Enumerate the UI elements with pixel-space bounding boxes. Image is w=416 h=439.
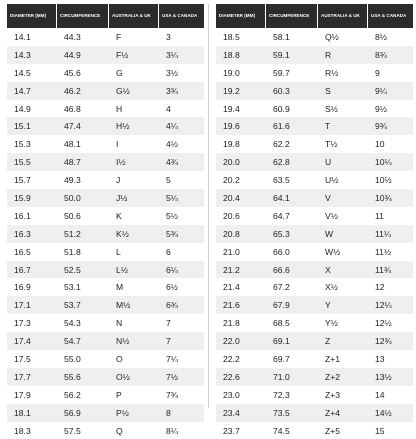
cell-usa-canada: 5½ — [166, 210, 178, 221]
cell-australia-uk: Z+2 — [325, 371, 341, 382]
cell-usa-canada: 4 — [166, 103, 171, 114]
cell-circumference: 51.8 — [64, 246, 81, 257]
cell-australia-uk: Q — [116, 425, 123, 436]
cell-circumference: 61.6 — [273, 121, 290, 132]
cell-circumference: 50.6 — [64, 210, 81, 221]
table-row — [216, 82, 413, 100]
cell-diameter: 21.6 — [223, 300, 240, 311]
cell-diameter: 16.3 — [14, 228, 31, 239]
table-row — [7, 332, 204, 350]
cell-diameter: 16.5 — [14, 246, 31, 257]
table-row — [7, 28, 204, 46]
cell-usa-canada: 13½ — [375, 371, 392, 382]
cell-circumference: 47.4 — [64, 121, 81, 132]
cell-circumference: 52.5 — [64, 264, 81, 275]
cell-circumference: 65.3 — [273, 228, 290, 239]
cell-usa-canada: 6 — [166, 246, 171, 257]
size-table-right — [216, 4, 413, 439]
cell-diameter: 14.5 — [14, 67, 31, 78]
cell-circumference: 48.1 — [64, 139, 81, 150]
cell-circumference: 73.5 — [273, 407, 290, 418]
cell-diameter: 15.9 — [14, 192, 31, 203]
cell-usa-canada: 12¼ — [375, 300, 392, 311]
cell-australia-uk: U — [325, 157, 332, 168]
cell-australia-uk: U½ — [325, 175, 339, 186]
cell-circumference: 60.9 — [273, 103, 290, 114]
cell-diameter: 16.9 — [14, 282, 31, 293]
cell-circumference: 54.3 — [64, 318, 81, 329]
table-row — [7, 404, 204, 422]
cell-diameter: 17.9 — [14, 389, 31, 400]
cell-usa-canada: 3½ — [166, 67, 178, 78]
cell-diameter: 19.4 — [223, 103, 240, 114]
cell-diameter: 16.1 — [14, 210, 31, 221]
cell-australia-uk: L½ — [116, 264, 128, 275]
cell-diameter: 14.1 — [14, 31, 31, 42]
cell-circumference: 48.7 — [64, 157, 81, 168]
table-row — [216, 207, 413, 225]
cell-australia-uk: P½ — [116, 407, 129, 418]
cell-australia-uk: N — [116, 318, 123, 329]
table-row — [216, 278, 413, 296]
cell-diameter: 14.3 — [14, 49, 31, 60]
table-row — [216, 350, 413, 368]
cell-circumference: 53.7 — [64, 300, 81, 311]
table-row — [7, 386, 204, 404]
cell-diameter: 20.0 — [223, 157, 240, 168]
cell-australia-uk: X½ — [325, 282, 338, 293]
cell-australia-uk: G — [116, 67, 123, 78]
cell-diameter: 22.0 — [223, 336, 240, 347]
cell-circumference: 46.8 — [64, 103, 81, 114]
cell-australia-uk: T½ — [325, 139, 338, 150]
cell-australia-uk: M — [116, 282, 124, 293]
cell-diameter: 18.1 — [14, 407, 31, 418]
table-row — [216, 64, 413, 82]
cell-usa-canada: 6¼ — [166, 264, 178, 275]
header-circumference: CIRCUMFERENCE — [266, 4, 318, 28]
cell-australia-uk: O — [116, 353, 123, 364]
cell-usa-canada: 12 — [375, 282, 385, 293]
table-row — [216, 46, 413, 64]
cell-circumference: 46.2 — [64, 85, 81, 96]
table-row — [7, 368, 204, 386]
cell-australia-uk: R½ — [325, 67, 339, 78]
cell-usa-canada: 7½ — [166, 371, 178, 382]
cell-australia-uk: I — [116, 139, 119, 150]
cell-usa-canada: 13 — [375, 353, 385, 364]
cell-circumference: 53.1 — [64, 282, 81, 293]
table-divider — [208, 4, 209, 408]
cell-diameter: 15.5 — [14, 157, 31, 168]
cell-australia-uk: Z+5 — [325, 425, 341, 436]
cell-diameter: 21.4 — [223, 282, 240, 293]
cell-australia-uk: J — [116, 175, 121, 186]
cell-australia-uk: K½ — [116, 228, 129, 239]
cell-usa-canada: 9½ — [375, 103, 387, 114]
cell-diameter: 21.2 — [223, 264, 240, 275]
cell-usa-canada: 6½ — [166, 282, 178, 293]
cell-usa-canada: 14 — [375, 389, 385, 400]
cell-usa-canada: 10¾ — [375, 192, 392, 203]
cell-usa-canada: 9 — [375, 67, 380, 78]
cell-australia-uk: Z — [325, 336, 331, 347]
cell-usa-canada: 7 — [166, 336, 171, 347]
table-header — [7, 4, 204, 28]
cell-diameter: 17.4 — [14, 336, 31, 347]
cell-circumference: 49.3 — [64, 175, 81, 186]
cell-australia-uk: R — [325, 49, 332, 60]
table-row — [216, 368, 413, 386]
cell-australia-uk: S — [325, 85, 331, 96]
cell-diameter: 17.3 — [14, 318, 31, 329]
size-table-left — [7, 4, 204, 439]
cell-circumference: 57.5 — [64, 425, 81, 436]
cell-diameter: 19.0 — [223, 67, 240, 78]
cell-usa-canada: 10¼ — [375, 157, 392, 168]
cell-circumference: 56.9 — [64, 407, 81, 418]
cell-diameter: 23.0 — [223, 389, 240, 400]
cell-australia-uk: Z+4 — [325, 407, 341, 418]
cell-usa-canada: 8¾ — [375, 49, 387, 60]
header-australia-uk: AUSTRALIA & UK — [318, 4, 368, 28]
table-row — [7, 314, 204, 332]
cell-diameter: 22.2 — [223, 353, 240, 364]
header-diameter: DIAMETER (MM) — [7, 4, 57, 28]
cell-diameter: 23.4 — [223, 407, 240, 418]
table-row — [216, 386, 413, 404]
cell-diameter: 18.5 — [223, 31, 240, 42]
cell-australia-uk: Z+1 — [325, 353, 341, 364]
cell-usa-canada: 10½ — [375, 175, 392, 186]
cell-diameter: 19.6 — [223, 121, 240, 132]
table-body — [216, 28, 413, 439]
cell-australia-uk: V — [325, 192, 331, 203]
cell-australia-uk: I½ — [116, 157, 126, 168]
cell-circumference: 64.7 — [273, 210, 290, 221]
cell-usa-canada: 6¾ — [166, 300, 178, 311]
cell-australia-uk: P — [116, 389, 122, 400]
cell-australia-uk: W — [325, 228, 334, 239]
cell-circumference: 55.0 — [64, 353, 81, 364]
cell-usa-canada: 5¾ — [166, 228, 178, 239]
cell-usa-canada: 8½ — [375, 31, 387, 42]
table-row — [7, 100, 204, 118]
cell-diameter: 22.6 — [223, 371, 240, 382]
cell-australia-uk: X — [325, 264, 331, 275]
cell-australia-uk: Z+3 — [325, 389, 341, 400]
table-row — [7, 117, 204, 135]
cell-usa-canada: 11¼ — [375, 228, 392, 239]
cell-usa-canada: 5¼ — [166, 192, 178, 203]
cell-circumference: 51.2 — [64, 228, 81, 239]
cell-australia-uk: F — [116, 31, 122, 42]
table-header — [216, 4, 413, 28]
table-row — [216, 189, 413, 207]
cell-usa-canada: 12½ — [375, 318, 392, 329]
cell-circumference: 50.0 — [64, 192, 81, 203]
table-body — [7, 28, 204, 439]
cell-australia-uk: T — [325, 121, 331, 132]
table-row — [7, 296, 204, 314]
cell-australia-uk: H½ — [116, 121, 130, 132]
cell-usa-canada: 5 — [166, 175, 171, 186]
cell-diameter: 17.1 — [14, 300, 31, 311]
table-row — [216, 100, 413, 118]
cell-australia-uk: S½ — [325, 103, 338, 114]
cell-australia-uk: Q½ — [325, 31, 339, 42]
cell-circumference: 44.3 — [64, 31, 81, 42]
cell-circumference: 74.5 — [273, 425, 290, 436]
header-usa-canada: USA & CANADA — [371, 13, 407, 18]
table-row — [7, 278, 204, 296]
table-row — [7, 153, 204, 171]
table-row — [7, 46, 204, 64]
cell-australia-uk: G½ — [116, 85, 130, 96]
cell-australia-uk: O½ — [116, 371, 130, 382]
cell-diameter: 14.9 — [14, 103, 31, 114]
cell-circumference: 67.2 — [273, 282, 290, 293]
table-row — [7, 171, 204, 189]
header-australia-uk: AUSTRALIA & UK — [109, 4, 159, 28]
table-row — [7, 82, 204, 100]
cell-usa-canada: 7 — [166, 318, 171, 329]
cell-usa-canada: 7¼ — [166, 353, 178, 364]
header-usa-canada: USA & CANADA — [162, 13, 198, 18]
table-row — [7, 189, 204, 207]
cell-australia-uk: N½ — [116, 336, 130, 347]
cell-circumference: 66.0 — [273, 246, 290, 257]
cell-diameter: 17.5 — [14, 353, 31, 364]
cell-diameter: 19.8 — [223, 139, 240, 150]
cell-circumference: 60.3 — [273, 85, 290, 96]
cell-circumference: 64.1 — [273, 192, 290, 203]
cell-usa-canada: 4½ — [166, 139, 178, 150]
cell-usa-canada: 3¼ — [166, 49, 178, 60]
cell-diameter: 15.3 — [14, 139, 31, 150]
table-row — [216, 153, 413, 171]
cell-usa-canada: 11½ — [375, 246, 392, 257]
cell-diameter: 17.7 — [14, 371, 31, 382]
cell-diameter: 23.7 — [223, 425, 240, 436]
cell-usa-canada: 12¾ — [375, 336, 392, 347]
cell-diameter: 20.8 — [223, 228, 240, 239]
table-row — [7, 207, 204, 225]
cell-usa-canada: 8¼ — [166, 425, 178, 436]
table-row — [7, 350, 204, 368]
cell-circumference: 72.3 — [273, 389, 290, 400]
table-row — [216, 314, 413, 332]
table-row — [7, 261, 204, 279]
cell-usa-canada: 11 — [375, 210, 384, 221]
cell-circumference: 59.7 — [273, 67, 290, 78]
table-row — [7, 64, 204, 82]
header-diameter: DIAMETER (MM) — [216, 4, 266, 28]
cell-diameter: 19.2 — [223, 85, 240, 96]
cell-circumference: 44.9 — [64, 49, 81, 60]
cell-diameter: 15.1 — [14, 121, 31, 132]
cell-diameter: 18.3 — [14, 425, 31, 436]
cell-australia-uk: W½ — [325, 246, 341, 257]
cell-usa-canada: 4¼ — [166, 121, 178, 132]
cell-australia-uk: H — [116, 103, 123, 114]
cell-australia-uk: F½ — [116, 49, 129, 60]
cell-usa-canada: 8 — [166, 407, 171, 418]
cell-circumference: 69.1 — [273, 336, 290, 347]
cell-diameter: 20.4 — [223, 192, 240, 203]
table-row — [216, 135, 413, 153]
cell-australia-uk: Y½ — [325, 318, 338, 329]
header-circumference: CIRCUMFERENCE — [57, 4, 109, 28]
cell-diameter: 18.8 — [223, 49, 240, 60]
cell-diameter: 14.7 — [14, 85, 31, 96]
cell-usa-canada: 9¼ — [375, 85, 387, 96]
cell-circumference: 63.5 — [273, 175, 290, 186]
table-row — [7, 225, 204, 243]
cell-australia-uk: K — [116, 210, 122, 221]
cell-circumference: 45.6 — [64, 67, 81, 78]
cell-usa-canada: 3¾ — [166, 85, 178, 96]
table-row — [216, 404, 413, 422]
cell-diameter: 21.0 — [223, 246, 240, 257]
cell-diameter: 21.8 — [223, 318, 240, 329]
cell-usa-canada: 9¾ — [375, 121, 387, 132]
cell-usa-canada: 3 — [166, 31, 171, 42]
cell-australia-uk: Y — [325, 300, 331, 311]
cell-circumference: 69.7 — [273, 353, 290, 364]
cell-circumference: 58.1 — [273, 31, 290, 42]
cell-usa-canada: 14½ — [375, 407, 392, 418]
cell-circumference: 54.7 — [64, 336, 81, 347]
cell-usa-canada: 7¾ — [166, 389, 178, 400]
cell-circumference: 68.5 — [273, 318, 290, 329]
cell-usa-canada: 11¾ — [375, 264, 392, 275]
cell-diameter: 16.7 — [14, 264, 31, 275]
table-row — [216, 225, 413, 243]
table-row — [216, 261, 413, 279]
table-row — [216, 117, 413, 135]
cell-australia-uk: V½ — [325, 210, 338, 221]
cell-diameter: 15.7 — [14, 175, 31, 186]
cell-australia-uk: J½ — [116, 192, 128, 203]
table-row — [216, 243, 413, 261]
table-row — [7, 135, 204, 153]
cell-circumference: 66.6 — [273, 264, 290, 275]
cell-australia-uk: M½ — [116, 300, 131, 311]
table-row — [7, 243, 204, 261]
cell-circumference: 62.8 — [273, 157, 290, 168]
table-row — [7, 422, 204, 439]
table-row — [216, 296, 413, 314]
cell-circumference: 62.2 — [273, 139, 290, 150]
cell-usa-canada: 10 — [375, 139, 385, 150]
cell-australia-uk: L — [116, 246, 121, 257]
cell-circumference: 56.2 — [64, 389, 81, 400]
cell-usa-canada: 15 — [375, 425, 385, 436]
table-row — [216, 422, 413, 439]
cell-circumference: 71.0 — [273, 371, 290, 382]
cell-diameter: 20.2 — [223, 175, 240, 186]
cell-usa-canada: 4¾ — [166, 157, 178, 168]
table-row — [216, 332, 413, 350]
table-row — [216, 171, 413, 189]
cell-circumference: 55.6 — [64, 371, 81, 382]
cell-diameter: 20.6 — [223, 210, 240, 221]
cell-circumference: 67.9 — [273, 300, 290, 311]
table-row — [216, 28, 413, 46]
cell-circumference: 59.1 — [273, 49, 290, 60]
